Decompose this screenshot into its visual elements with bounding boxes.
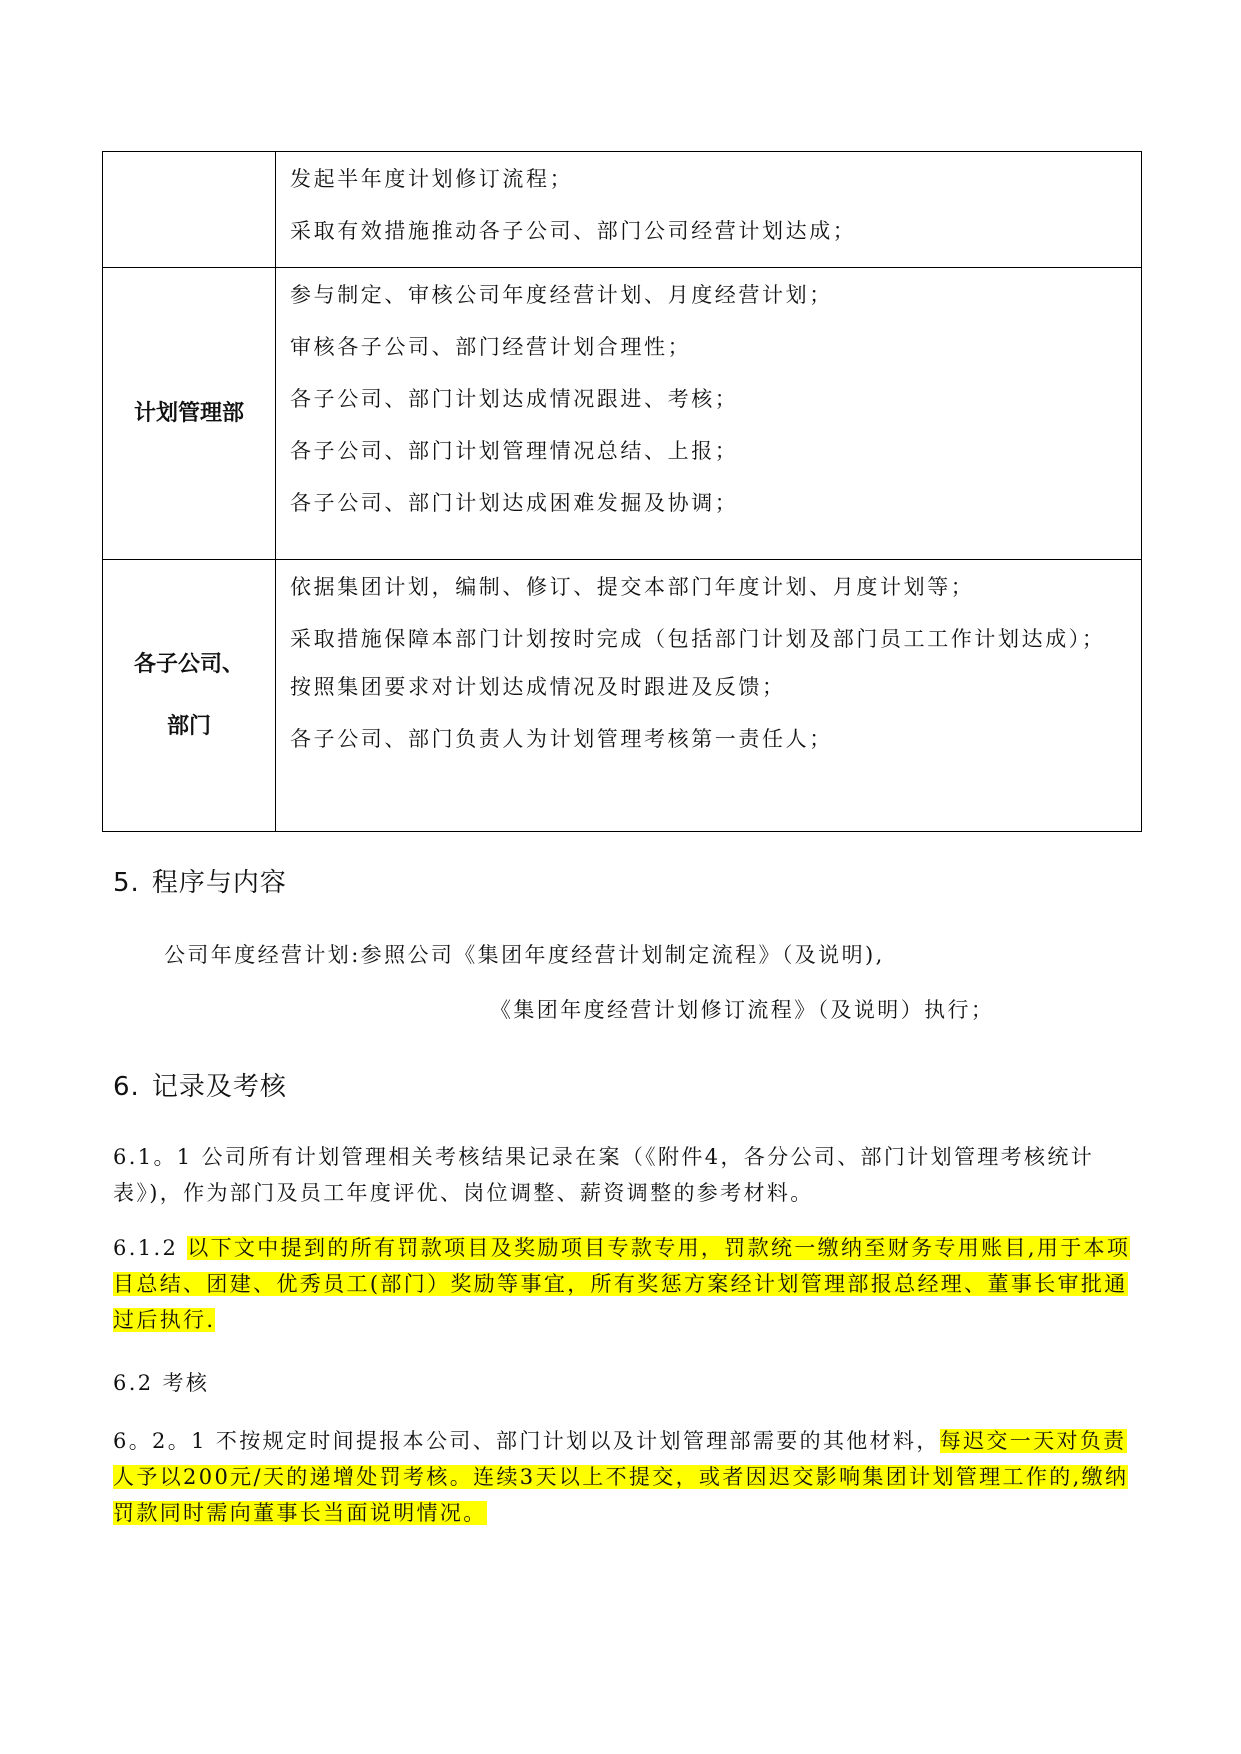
section-title: 程序与内容 — [151, 868, 287, 898]
paragraph-6-1-1: 6.1。1 公司所有计划管理相关考核结果记录在案（《附件4，各分公司、部门计划管理考核统计表》)，作为部门及员工年度评优、岗位调整、薪资调整的参考材料。 — [113, 1145, 1095, 1205]
section-number: 6. — [113, 1072, 140, 1102]
section-5-line-1: 公司年度经营计划:参照公司《集团年度经营计划制定流程》（及说明), — [164, 943, 885, 967]
role-label: 计划管理部 — [133, 400, 244, 426]
paragraph-6-1-2 — [113, 1230, 1133, 1338]
paragraph-6-2-1 — [113, 1423, 1133, 1531]
duty-item: 依据集团计划，编制、修订、提交本部门年度计划、月度计划等； — [290, 575, 975, 599]
section-title: 记录及考核 — [151, 1072, 287, 1102]
highlighted-text: 每迟交一天对负责人予以200元/天的递增处罚考核。连续3天以上不提交，或者因迟交影响集团计划管理工作的,缴纳罚款同时需向董事长当面说明情况。 — [113, 1429, 1129, 1525]
duty-item: 按照集团要求对计划达成情况及时跟进及反馈； — [290, 675, 786, 699]
role-cell — [103, 560, 276, 832]
section-5-line-2: 《集团年度经营计划修订流程》（及说明）执行； — [490, 998, 995, 1022]
duty-item: 审核各子公司、部门经营计划合理性； — [290, 335, 692, 359]
table-row — [103, 268, 1142, 560]
role-label: 各子公司、 — [133, 651, 244, 677]
plain-text: 6。2。1 不按规定时间提报本公司、部门计划以及计划管理部需要的其他材料， — [113, 1429, 940, 1453]
duty-item: 各子公司、部门计划管理情况总结、上报； — [290, 439, 739, 463]
duty-item: 采取措施保障本部门计划按时完成（包括部门计划及部门员工工作计划达成）； — [290, 627, 1106, 651]
duty-cell — [276, 268, 1142, 560]
role-label: 部门 — [166, 713, 211, 739]
duty-cell — [276, 560, 1142, 832]
paragraph-number: 6.1.2 — [113, 1236, 188, 1260]
role-cell — [103, 152, 276, 268]
section-number: 5. — [113, 868, 140, 898]
responsibility-table — [102, 151, 1142, 832]
duty-item: 采取有效措施推动各子公司、部门公司经营计划达成； — [290, 219, 857, 243]
table-row — [103, 152, 1142, 268]
duty-item: 各子公司、部门计划达成情况跟进、考核； — [290, 387, 739, 411]
section-6-heading — [113, 1066, 287, 1103]
duty-item: 各子公司、部门计划达成困难发掘及协调； — [290, 491, 739, 515]
role-cell — [103, 268, 276, 560]
highlighted-text: 以下文中提到的所有罚款项目及奖励项目专款专用，罚款统一缴纳至财务专用账目,用于本项目总结、团建、优秀员工(部门）奖励等事宜，所有奖惩方案经计划管理部报总经理、董事长审批通过后执行. — [113, 1236, 1131, 1332]
duty-item: 参与制定、审核公司年度经营计划、月度经营计划； — [290, 283, 833, 307]
table-row — [103, 560, 1142, 832]
section-5-heading — [113, 862, 287, 899]
paragraph-6-2: 6.2 考核 — [113, 1371, 210, 1395]
duty-item: 各子公司、部门负责人为计划管理考核第一责任人； — [290, 727, 833, 751]
duty-cell — [276, 152, 1142, 268]
duty-item: 发起半年度计划修订流程； — [290, 167, 574, 191]
